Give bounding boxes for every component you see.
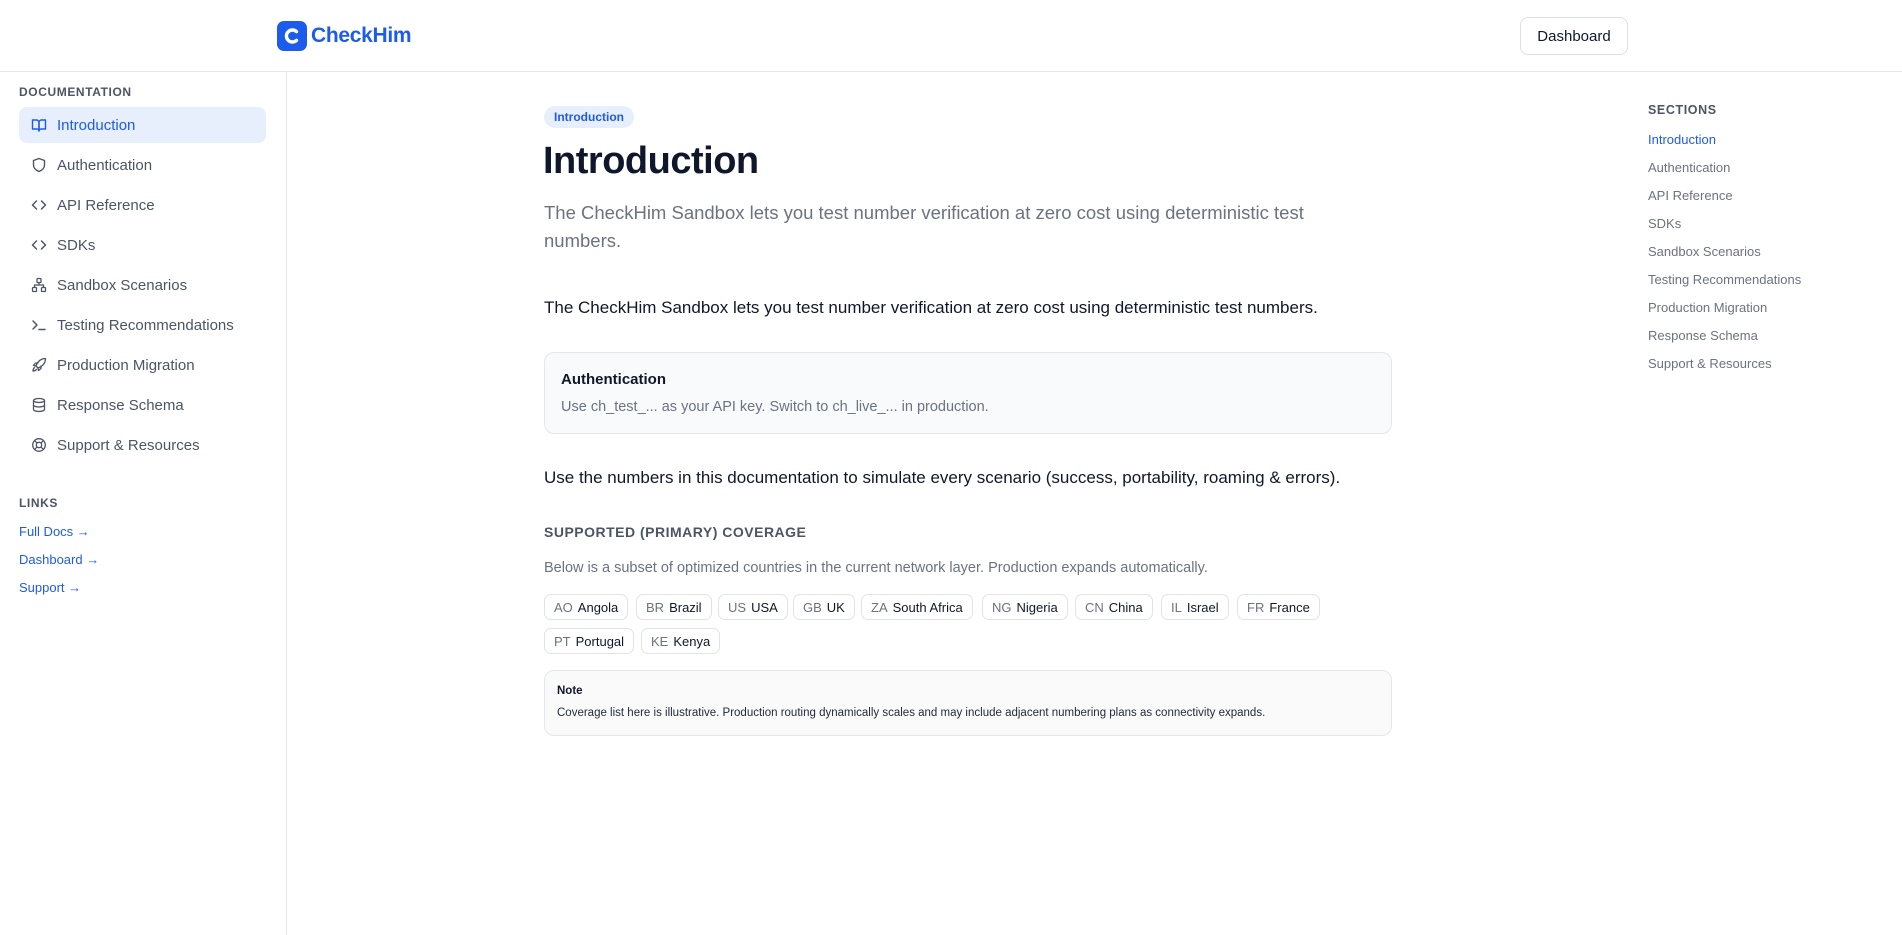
country-name: USA (751, 599, 778, 615)
sidebar-heading-documentation: DOCUMENTATION (19, 85, 132, 99)
country-chip (544, 594, 628, 620)
page-title: Introduction (543, 140, 759, 182)
sidebar-item-production-migration[interactable] (19, 347, 266, 383)
country-chip (793, 594, 855, 620)
top-bar (0, 0, 1902, 72)
section-pill: Introduction (544, 106, 634, 128)
authentication-card-title: Authentication (561, 371, 666, 388)
toc-item-response-schema[interactable]: Response Schema (1648, 328, 1758, 343)
brand-logo[interactable] (277, 21, 411, 51)
sidebar-item-authentication[interactable] (19, 147, 266, 183)
country-name: China (1108, 599, 1143, 615)
sidebar-item-sandbox-scenarios[interactable] (19, 267, 266, 303)
sidebar-item-label: Testing Recommendations (57, 316, 234, 334)
network-icon (31, 277, 47, 293)
country-code: NG (992, 599, 1012, 615)
toc-item-authentication[interactable]: Authentication (1648, 160, 1731, 175)
lifebuoy-icon (31, 437, 47, 453)
intro-paragraph: The CheckHim Sandbox lets you test number verification at zero cost using deterministic test numbers. (544, 298, 1318, 317)
brand-name: CheckHim (311, 24, 412, 47)
country-code: KE (651, 633, 669, 649)
country-chip (861, 594, 973, 620)
country-name: Kenya (673, 633, 711, 649)
database-icon (31, 397, 47, 413)
country-code: AO (554, 599, 573, 615)
sidebar-item-label: SDKs (57, 236, 96, 254)
toc-item-introduction[interactable]: Introduction (1648, 132, 1716, 147)
country-chip (641, 628, 720, 654)
shield-icon (31, 157, 47, 173)
country-name: Nigeria (1016, 599, 1058, 615)
terminal-icon (31, 317, 47, 333)
logo-mark-icon (277, 21, 307, 51)
coverage-heading: SUPPORTED (PRIMARY) COVERAGE (544, 524, 807, 540)
dashboard-button[interactable]: Dashboard (1520, 17, 1628, 55)
country-code: CN (1085, 599, 1104, 615)
sidebar-item-api-reference[interactable] (19, 187, 266, 223)
country-code: FR (1247, 599, 1265, 615)
country-name: France (1269, 599, 1310, 615)
authentication-card-body: Use ch_test_... as your API key. Switch to ch_live_... in production. (561, 399, 989, 415)
code-icon (31, 197, 47, 213)
scenarios-paragraph: Use the numbers in this documentation to simulate every scenario (success, portability, roaming & errors). (544, 468, 1341, 487)
note-body: Coverage list here is illustrative. Production routing dynamically scales and may include adjacent numbering plans as connectivity expands. (557, 707, 1266, 719)
link-support[interactable]: Support → (19, 580, 82, 595)
toc-item-testing-recommendations[interactable]: Testing Recommendations (1648, 272, 1802, 287)
country-code: BR (646, 599, 665, 615)
toc-item-sandbox-scenarios[interactable]: Sandbox Scenarios (1648, 244, 1761, 259)
toc-item-api-reference[interactable]: API Reference (1648, 188, 1733, 203)
country-chip (1161, 594, 1229, 620)
country-name: Israel (1186, 599, 1219, 615)
country-name: Portugal (575, 633, 625, 649)
country-name: Angola (577, 599, 619, 615)
sidebar-item-sdks[interactable] (19, 227, 266, 263)
country-chip (1075, 594, 1153, 620)
sidebar-item-label: Response Schema (57, 396, 184, 414)
rocket-icon (31, 357, 47, 373)
country-chip (982, 594, 1068, 620)
country-code: GB (803, 599, 822, 615)
sidebar-item-label: Support & Resources (57, 436, 200, 454)
book-icon (31, 117, 47, 133)
link-dashboard[interactable]: Dashboard → (19, 552, 100, 567)
country-name: South Africa (892, 599, 963, 615)
toc-item-support-resources[interactable]: Support & Resources (1648, 356, 1772, 371)
country-name: Brazil (669, 599, 702, 615)
country-name: UK (826, 599, 845, 615)
sidebar-heading-links: LINKS (19, 496, 58, 510)
sidebar-item-label: Authentication (57, 156, 153, 174)
sidebar-item-label: API Reference (57, 196, 155, 214)
authentication-card (544, 352, 1392, 434)
sidebar-item-support-resources[interactable] (19, 427, 266, 463)
country-chip (544, 628, 634, 654)
note-box (544, 670, 1392, 736)
country-code: PT (554, 633, 571, 649)
sidebar-item-label: Sandbox Scenarios (57, 276, 188, 294)
country-chip (636, 594, 712, 620)
sidebar (0, 72, 287, 935)
code-icon (31, 237, 47, 253)
toc-item-production-migration[interactable]: Production Migration (1648, 300, 1768, 315)
country-chip (718, 594, 788, 620)
note-title: Note (557, 685, 583, 697)
sidebar-item-testing-recommendations[interactable] (19, 307, 266, 343)
sidebar-item-label: Introduction (57, 116, 136, 134)
country-chip (1237, 594, 1320, 620)
sidebar-item-label: Production Migration (57, 356, 195, 374)
sidebar-item-introduction[interactable] (19, 107, 266, 143)
page-lede: The CheckHim Sandbox lets you test number verification at zero cost using deterministic test numbers. (544, 202, 1304, 251)
country-code: IL (1171, 599, 1182, 615)
toc-heading: SECTIONS (1648, 103, 1717, 117)
sidebar-item-response-schema[interactable] (19, 387, 266, 423)
country-code: US (728, 599, 747, 615)
toc-item-sdks[interactable]: SDKs (1648, 216, 1682, 231)
link-full-docs[interactable]: Full Docs → (19, 524, 90, 539)
coverage-description: Below is a subset of optimized countries in the current network layer. Production expands automatically. (544, 560, 1208, 576)
country-code: ZA (871, 599, 888, 615)
